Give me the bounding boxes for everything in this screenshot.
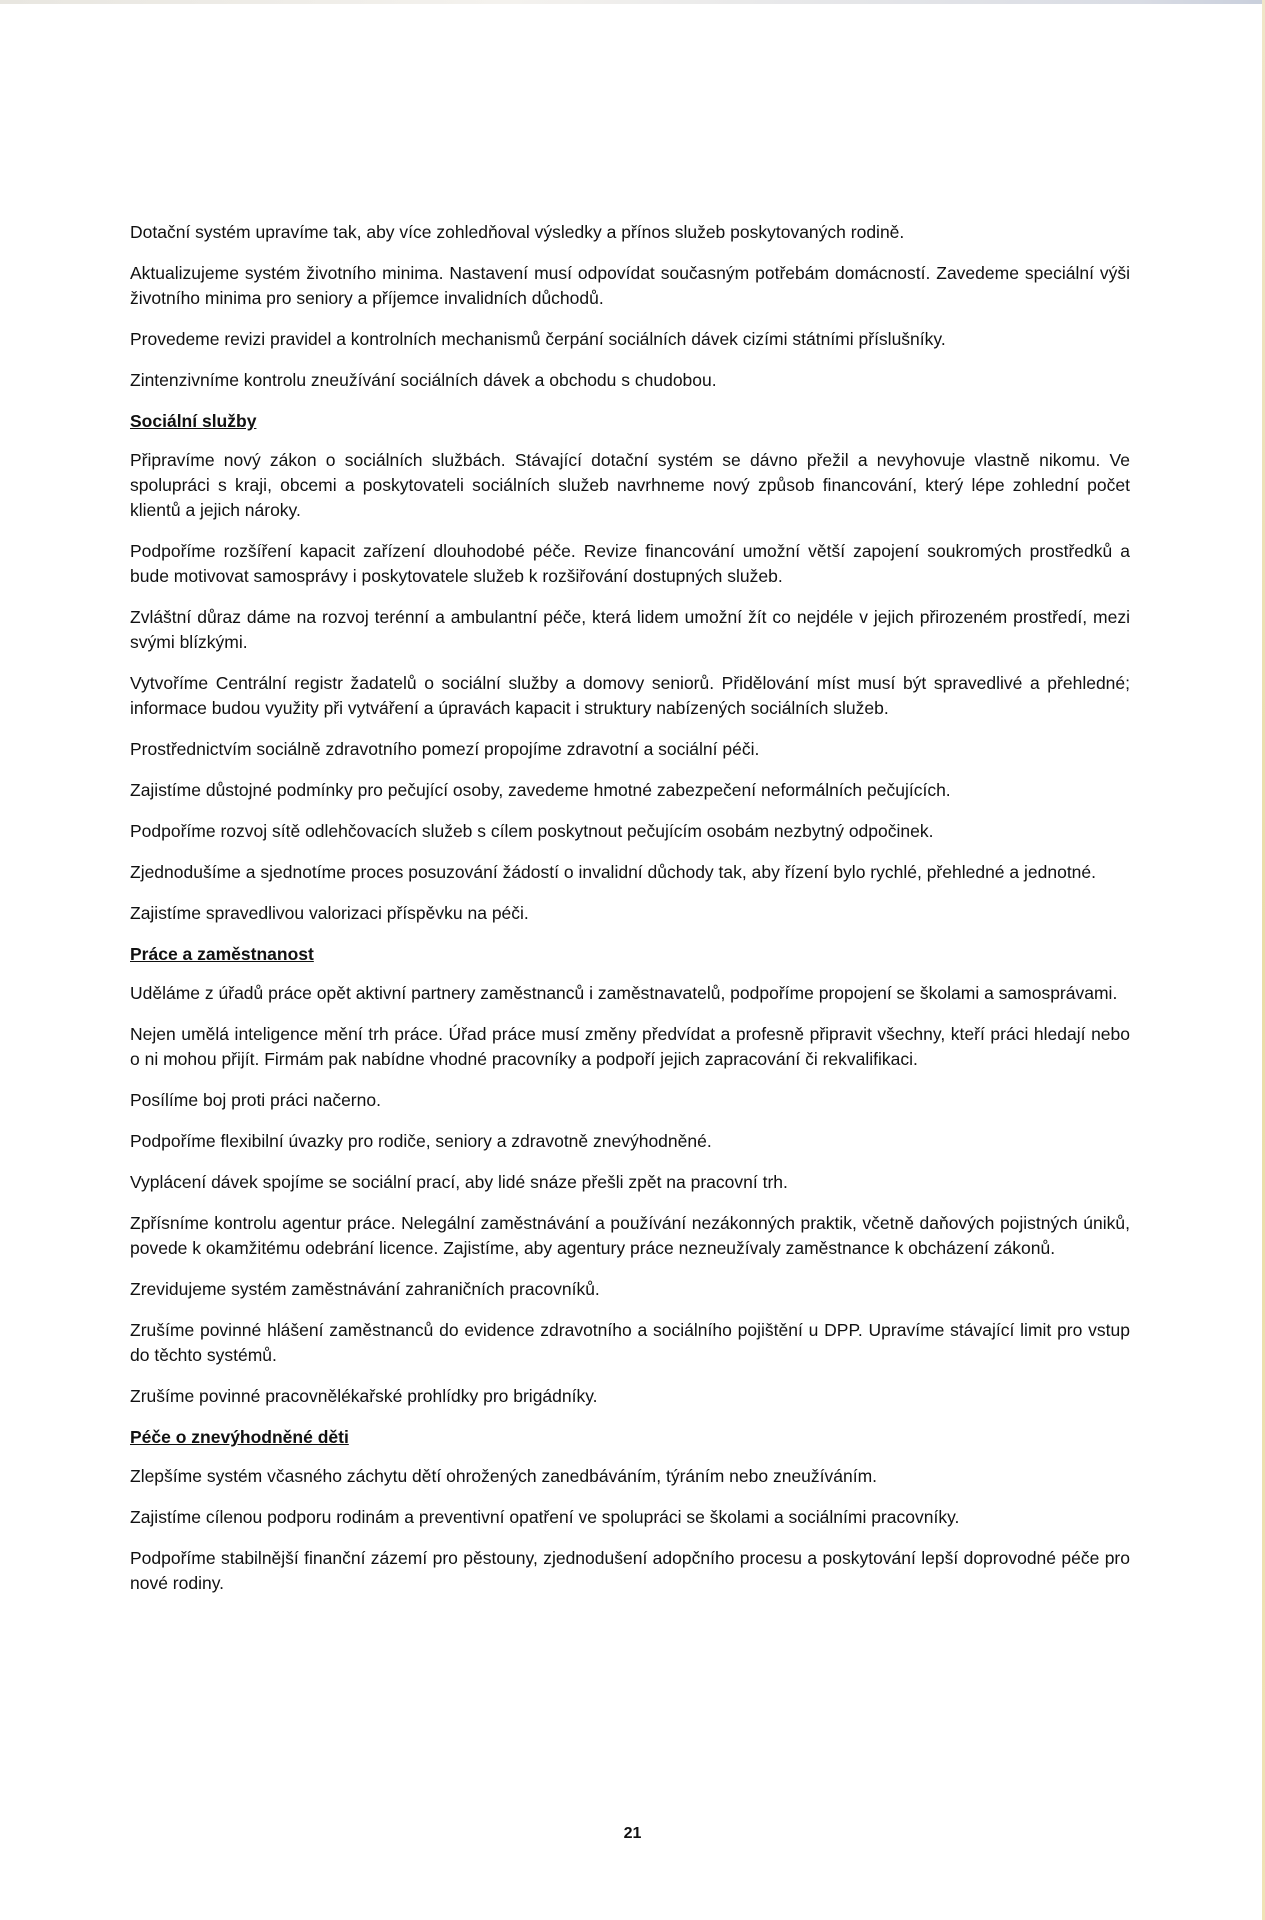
document-page [130, 220, 1130, 1612]
paragraph: Aktualizujeme systém životního minima. Nastavení musí odpovídat současným potřebám domácností. Zavedeme speciální výši životního minima pro seniory a příjemce invalidních důchodů. [130, 263, 1130, 308]
page-number: 21 [623, 1825, 642, 1842]
paragraph: Zintenzivníme kontrolu zneužívání sociálních dávek a obchodu s chudobou. [130, 370, 717, 390]
paragraph: Podpoříme rozvoj sítě odlehčovacích služeb s cílem poskytnout pečujícím osobám nezbytný odpočinek. [130, 821, 934, 841]
paragraph: Provedeme revizi pravidel a kontrolních mechanismů čerpání sociálních dávek cizími státními příslušníky. [130, 329, 946, 349]
section-work-employment [130, 942, 1130, 1409]
paragraph: Podpoříme rozšíření kapacit zařízení dlouhodobé péče. Revize financování umožní větší zapojení soukromých prostředků a bude motivovat samosprávy i poskytovatele služeb k rozšiřování dostupných služeb. [130, 541, 1130, 586]
paragraph: Zajistíme cílenou podporu rodinám a preventivní opatření ve spolupráci se školami a sociálními pracovníky. [130, 1507, 960, 1527]
section-disadvantaged-children [130, 1425, 1130, 1596]
paragraph: Podpoříme flexibilní úvazky pro rodiče, seniory a zdravotně znevýhodněné. [130, 1131, 712, 1151]
paragraph: Zlepšíme systém včasného záchytu dětí ohrožených zanedbáváním, týráním nebo zneužíváním. [130, 1466, 878, 1486]
paragraph: Zrušíme povinné pracovnělékařské prohlídky pro brigádníky. [130, 1386, 598, 1406]
paragraph: Vyplácení dávek spojíme se sociální prací, aby lidé snáze přešli zpět na pracovní trh. [130, 1172, 788, 1192]
section-heading: Sociální služby [130, 411, 257, 431]
paragraph: Zajistíme důstojné podmínky pro pečující osoby, zavedeme hmotné zabezpečení neformálních pečujících. [130, 780, 951, 800]
paragraph: Zvláštní důraz dáme na rozvoj terénní a ambulantní péče, která lidem umožní žít co nejdéle v jejich přirozeném prostředí, mezi svými blízkými. [130, 607, 1130, 652]
paragraph: Zjednodušíme a sjednotíme proces posuzování žádostí o invalidní důchody tak, aby řízení bylo rychlé, přehledné a jednotné. [130, 862, 1097, 882]
paragraph: Zpřísníme kontrolu agentur práce. Nelegální zaměstnávání a používání nezákonných praktik, včetně daňových pojistných úniků, povede k okamžitému odebrání licence. Zajistíme, aby agentury práce nezneužívaly zaměstnance k obcházení zákonů. [130, 1213, 1130, 1258]
section-heading: Péče o znevýhodněné děti [130, 1427, 349, 1447]
paragraph: Zajistíme spravedlivou valorizaci příspěvku na péči. [130, 903, 529, 923]
scan-edge-top [0, 0, 1265, 4]
paragraph: Podpoříme stabilnější finanční zázemí pro pěstouny, zjednodušení adopčního procesu a poskytování lepší doprovodné péče pro nové rodiny. [130, 1548, 1130, 1593]
paragraph: Zrušíme povinné hlášení zaměstnanců do evidence zdravotního a sociálního pojištění u DPP. Upravíme stávající limit pro vstup do těchto systémů. [130, 1320, 1130, 1365]
paragraph: Připravíme nový zákon o sociálních službách. Stávající dotační systém se dávno přežil a nevyhovuje vlastně nikomu. Ve spolupráci s kraji, obcemi a poskytovateli sociálních služeb navrhneme nový způsob financování, který lépe zohlední počet klientů a jejich nároky. [130, 450, 1130, 520]
paragraph: Dotační systém upravíme tak, aby více zohledňoval výsledky a přínos služeb poskytovaných rodině. [130, 222, 905, 242]
paragraph: Uděláme z úřadů práce opět aktivní partnery zaměstnanců i zaměstnavatelů, podpoříme propojení se školami a samosprávami. [130, 983, 1118, 1003]
paragraph: Vytvoříme Centrální registr žadatelů o sociální služby a domovy seniorů. Přidělování míst musí být spravedlivé a přehledné; informace budou využity při vytváření a úpravách kapacit i struktury nabízených sociálních služeb. [130, 673, 1130, 718]
paragraph: Nejen umělá inteligence mění trh práce. Úřad práce musí změny předvídat a profesně připravit všechny, kteří práci hledají nebo o ni mohou přijít. Firmám pak nabídne vhodné pracovníky a podpoří jejich zapracování či rekvalifikaci. [130, 1024, 1130, 1069]
paragraph: Posílíme boj proti práci načerno. [130, 1090, 381, 1110]
paragraph: Zrevidujeme systém zaměstnávání zahraničních pracovníků. [130, 1279, 600, 1299]
intro-block [130, 220, 1130, 393]
section-heading: Práce a zaměstnanost [130, 944, 314, 964]
section-social-services [130, 409, 1130, 926]
paragraph: Prostřednictvím sociálně zdravotního pomezí propojíme zdravotní a sociální péči. [130, 739, 760, 759]
